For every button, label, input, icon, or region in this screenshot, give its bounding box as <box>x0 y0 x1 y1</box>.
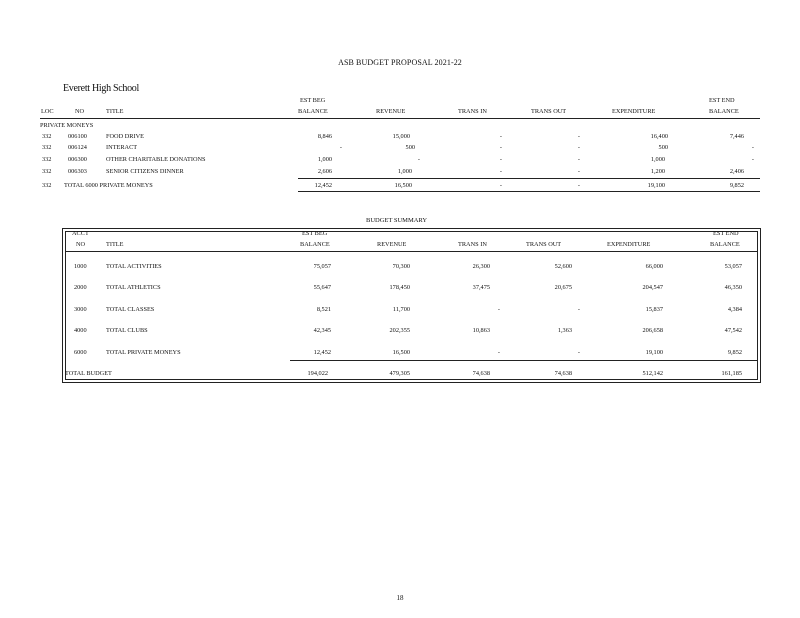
summary-header-bottom <box>0 241 800 250</box>
cell-end: 47,542 <box>724 327 742 334</box>
table-row <box>40 156 760 165</box>
cell-no: 006303 <box>68 168 87 175</box>
table-row <box>0 284 800 293</box>
cell-acct: 1000 <box>74 263 87 270</box>
total-trans-in: 74,638 <box>472 370 490 377</box>
cell-beg: - <box>339 144 342 151</box>
cell-beg: 75,057 <box>313 263 331 270</box>
cell-trans-in: - <box>499 156 502 163</box>
col-trans-out: TRANS OUT <box>526 241 562 248</box>
cell-title: INTERACT <box>106 144 138 151</box>
total-loc: 332 <box>42 182 52 189</box>
total-revenue: 479,305 <box>389 370 410 377</box>
cell-end: - <box>751 156 754 163</box>
table-row <box>40 168 760 177</box>
cell-expenditure: 500 <box>658 144 668 151</box>
cell-acct: 3000 <box>74 306 87 313</box>
cell-trans-in: 26,300 <box>472 263 490 270</box>
summary-total-rule <box>290 360 758 361</box>
detail-header-rule <box>40 118 760 119</box>
section-label: PRIVATE MONEYS <box>40 122 94 129</box>
cell-trans-in: - <box>499 133 502 140</box>
cell-title: TOTAL PRIVATE MONEYS <box>106 349 181 356</box>
cell-title: TOTAL ACTIVITIES <box>106 263 162 270</box>
total-bottom-rule <box>298 191 760 192</box>
total-end: 9,852 <box>729 182 744 189</box>
col-est-beg-bottom: BALANCE <box>300 241 330 248</box>
cell-trans-out: - <box>577 168 580 175</box>
cell-no: 006124 <box>68 144 87 151</box>
cell-trans-out: - <box>577 306 580 313</box>
cell-beg: 2,606 <box>317 168 332 175</box>
cell-beg: 8,846 <box>317 133 332 140</box>
summary-header-rule <box>65 251 758 252</box>
cell-expenditure: 15,837 <box>645 306 663 313</box>
col-trans-out: TRANS OUT <box>531 108 567 115</box>
cell-revenue: 11,700 <box>392 306 410 313</box>
total-title: TOTAL BUDGET <box>65 370 112 377</box>
cell-end: 46,350 <box>724 284 742 291</box>
cell-no: 006100 <box>68 133 87 140</box>
detail-header-top <box>40 97 760 106</box>
col-acct-bottom: NO <box>76 241 86 248</box>
table-row <box>40 144 760 153</box>
cell-trans-in: 37,475 <box>472 284 490 291</box>
cell-expenditure: 16,400 <box>650 133 668 140</box>
table-row <box>0 306 800 315</box>
total-revenue: 16,500 <box>394 182 412 189</box>
table-row <box>0 349 800 358</box>
cell-no: 006300 <box>68 156 87 163</box>
total-trans-out: - <box>577 182 580 189</box>
detail-header-bottom <box>40 108 760 117</box>
section-label-row <box>40 122 760 131</box>
page-number: 18 <box>396 594 404 602</box>
cell-trans-in: 10,863 <box>472 327 490 334</box>
total-trans-in: - <box>499 182 502 189</box>
cell-trans-out: - <box>577 349 580 356</box>
col-trans-in: TRANS IN <box>458 108 487 115</box>
cell-end: 7,446 <box>729 133 744 140</box>
col-expenditure: EXPENDITURE <box>607 241 651 248</box>
col-revenue: REVENUE <box>377 241 407 248</box>
cell-acct: 6000 <box>74 349 87 356</box>
total-expenditure: 19,100 <box>647 182 665 189</box>
cell-title: FOOD DRIVE <box>106 133 144 140</box>
summary-title: BUDGET SUMMARY <box>366 217 428 224</box>
cell-expenditure: 1,200 <box>650 168 665 175</box>
page-title: ASB BUDGET PROPOSAL 2021-22 <box>338 58 462 67</box>
cell-trans-in: - <box>497 349 500 356</box>
school-name: Everett High School <box>63 83 139 94</box>
col-est-beg-bottom: BALANCE <box>298 108 328 115</box>
col-loc: LOC <box>41 108 54 115</box>
cell-trans-out: - <box>577 156 580 163</box>
col-expenditure: EXPENDITURE <box>612 108 656 115</box>
cell-expenditure: 1,000 <box>650 156 665 163</box>
cell-revenue: 202,355 <box>389 327 410 334</box>
cell-trans-in: - <box>499 168 502 175</box>
cell-trans-in: - <box>499 144 502 151</box>
col-acct-top: ACCT <box>72 230 89 237</box>
col-est-beg-top: EST BEG <box>300 97 326 104</box>
cell-acct: 4000 <box>74 327 87 334</box>
cell-trans-out: 52,600 <box>554 263 572 270</box>
cell-revenue: - <box>417 156 420 163</box>
cell-revenue: 178,450 <box>389 284 410 291</box>
cell-expenditure: 19,100 <box>645 349 663 356</box>
cell-expenditure: 204,547 <box>642 284 663 291</box>
cell-revenue: 1,000 <box>397 168 412 175</box>
cell-beg: 42,345 <box>313 327 331 334</box>
cell-revenue: 500 <box>405 144 415 151</box>
cell-end: 4,384 <box>727 306 742 313</box>
cell-trans-out: 20,675 <box>554 284 572 291</box>
summary-total-row <box>0 370 800 379</box>
col-title: TITLE <box>106 241 124 248</box>
total-top-rule <box>298 178 760 179</box>
total-end: 161,185 <box>721 370 742 377</box>
col-revenue: REVENUE <box>376 108 406 115</box>
cell-beg: 8,521 <box>316 306 331 313</box>
cell-loc: 332 <box>42 133 52 140</box>
col-est-end-top: EST END <box>709 97 735 104</box>
cell-expenditure: 66,000 <box>645 263 663 270</box>
col-est-beg-top: EST BEG <box>302 230 328 237</box>
cell-acct: 2000 <box>74 284 87 291</box>
detail-total-row <box>40 182 760 191</box>
total-trans-out: 74,638 <box>554 370 572 377</box>
cell-trans-out: 1,363 <box>557 327 572 334</box>
cell-expenditure: 206,658 <box>642 327 663 334</box>
col-no: NO <box>75 108 85 115</box>
cell-end: - <box>751 144 754 151</box>
col-est-end-top: EST END <box>713 230 739 237</box>
cell-end: 53,057 <box>724 263 742 270</box>
col-title: TITLE <box>106 108 124 115</box>
col-trans-in: TRANS IN <box>458 241 487 248</box>
cell-trans-out: - <box>577 144 580 151</box>
table-row <box>0 327 800 336</box>
col-est-end-bottom: BALANCE <box>710 241 740 248</box>
table-row <box>40 133 760 142</box>
total-expenditure: 512,142 <box>642 370 663 377</box>
table-row <box>0 263 800 272</box>
col-est-end-bottom: BALANCE <box>709 108 739 115</box>
cell-title: TOTAL CLUBS <box>106 327 148 334</box>
cell-title: OTHER CHARITABLE DONATIONS <box>106 156 206 163</box>
cell-end: 2,406 <box>729 168 744 175</box>
cell-revenue: 70,300 <box>392 263 410 270</box>
cell-revenue: 16,500 <box>392 349 410 356</box>
cell-trans-in: - <box>497 306 500 313</box>
cell-beg: 1,000 <box>317 156 332 163</box>
total-beg: 194,022 <box>307 370 328 377</box>
total-beg: 12,452 <box>314 182 332 189</box>
cell-beg: 12,452 <box>313 349 331 356</box>
cell-beg: 55,647 <box>313 284 331 291</box>
cell-title: TOTAL ATHLETICS <box>106 284 161 291</box>
cell-end: 9,852 <box>727 349 742 356</box>
cell-loc: 332 <box>42 168 52 175</box>
cell-trans-out: - <box>577 133 580 140</box>
cell-loc: 332 <box>42 156 52 163</box>
cell-revenue: 15,000 <box>392 133 410 140</box>
cell-title: TOTAL CLASSES <box>106 306 155 313</box>
cell-loc: 332 <box>42 144 52 151</box>
summary-header-top <box>0 230 800 239</box>
cell-title: SENIOR CITIZENS DINNER <box>106 168 184 175</box>
total-title: TOTAL 6000 PRIVATE MONEYS <box>64 182 153 189</box>
